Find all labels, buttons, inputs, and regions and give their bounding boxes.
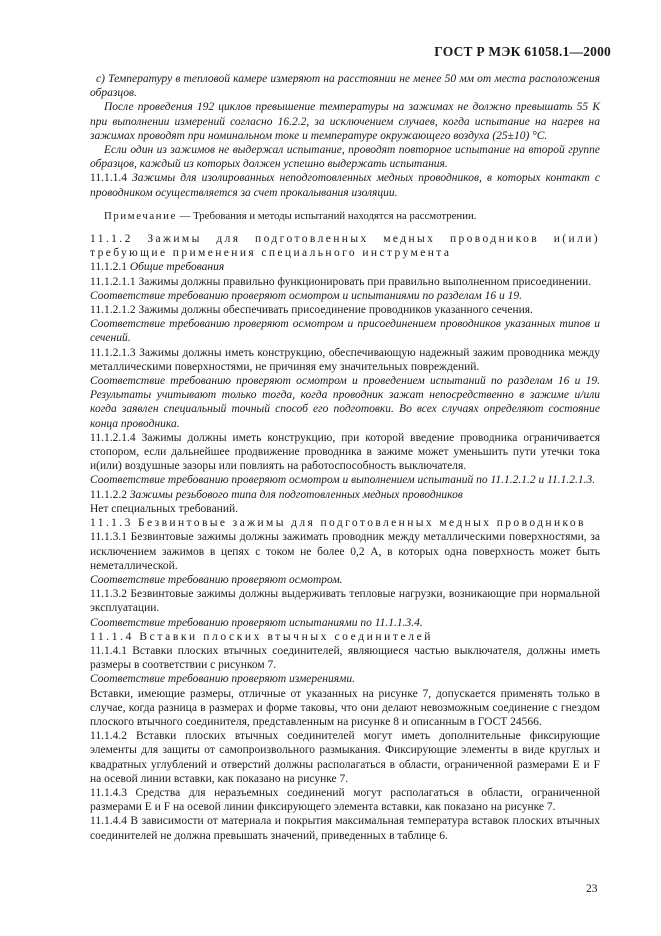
page-number: 23 (586, 883, 598, 895)
paragraph: 11.1.4.2 Вставки плоских втычных соединителей могут иметь дополнительные фиксирующие элементы для защиты от самопроизвольного размыкания. Фиксирующие элементы в виде круглых и квадратных углублений и отверстий должны располагаться в области, ограниченной размерами E и F на осевой линии вставки, как показано на рисунке 7. (90, 730, 600, 785)
paragraph: Соответствие требованию проверяют осмотром и испытаниями по разделам 16 и 19. (90, 289, 522, 302)
paragraph: 11.1.4.4 В зависимости от материала и покрытия максимальная температура вставок плоских втычных соединителей не должна превышать значений, приведенных в таблице 6. (90, 815, 600, 842)
note (90, 209, 600, 223)
paragraph: Если один из зажимов не выдержал испытание, проводят повторное испытание на второй группе образцов, каждый из которых должен успешно выдержать испытания. (90, 144, 600, 171)
clause-text: Зажимы для изолированных неподготовленных медных проводников, в которых контакт с проводником осуществляется за счет прокалывания изоляции. (90, 172, 600, 199)
paragraph: Соответствие требованию проверяют осмотром и выполнением испытаний по 11.1.2.1.2 и 11.1.2.1.3. (90, 474, 596, 487)
paragraph-11-1-2-2 (90, 488, 600, 502)
paragraph-11-1-2-1 (90, 260, 600, 274)
paragraph: 11.1.2.1.3 Зажимы должны иметь конструкцию, обеспечивающую надежный зажим проводника между металлическими поверхностями, не причиняя ему значительных повреждений. (90, 346, 600, 373)
clause-number: 11.1.2.1 (90, 261, 130, 274)
clause-text: Зажимы резьбового типа для подготовленных медных проводников (129, 488, 463, 501)
paragraph: Нет специальных требований. (90, 502, 239, 515)
standard-header: ГОСТ Р МЭК 61058.1—2000 (434, 44, 611, 59)
section-heading: 11.1.2 Зажимы для подготовленных медных проводников и(или) требующие применения специального инструмента (90, 233, 600, 260)
paragraph: 11.1.3.2 Безвинтовые зажимы должны выдерживать тепловые нагрузки, возникающие при нормальной эксплуатации. (90, 588, 600, 615)
paragraph: c) Температуру в тепловой камере измеряют на расстоянии не менее 50 мм от места расположения образцов. (90, 73, 600, 100)
paragraph: Соответствие требованию проверяют измерениями. (90, 673, 356, 686)
paragraph: 11.1.2.1.2 Зажимы должны обеспечивать присоединение проводников указанного сечения. (90, 304, 533, 317)
note-text: — Требования и методы испытаний находятся на рассмотрении. (176, 209, 477, 222)
section-heading: 11.1.3 Безвинтовые зажимы для подготовленных медных проводников (90, 517, 586, 530)
note-label: Примечание (104, 209, 177, 222)
clause-number: 11.1.1.4 (90, 172, 133, 185)
paragraph: Вставки, имеющие размеры, отличные от указанных на рисунке 7, допускается применять только в случае, когда разница в размерах и форме таковы, что они делают невозможным соединение с гнездом плоского втычного соединителя, представленным на рисунке 8 и описанным в ГОСТ 24566. (90, 687, 600, 728)
paragraph: Соответствие требованию проверяют осмотром и проведением испытаний по разделам 16 и 19. Результаты учитывают только тогда, когда проводник зажат непосредственно в зажиме и/или когда заявлен специальный точный способ его подготовки. Во всех случаях определяют состояние конца проводника. (90, 375, 600, 430)
paragraph: Соответствие требованию проверяют осмотром. (90, 573, 343, 586)
paragraph: 11.1.4.3 Средства для неразъемных соединений могут располагаться в области, ограниченной размерами E и F на осевой линии фиксирующего элемента вставки, как показано на рисунке 7. (90, 786, 600, 814)
document-body (90, 72, 600, 843)
paragraph: 11.1.2.1.4 Зажимы должны иметь конструкцию, при которой введение проводника ограничивается стопором, если дальнейшее продвижение проводника в зажиме может уменьшить пути утечки тока и(или) воздушные зазоры или повлиять на работоспособность выключателя. (90, 431, 600, 473)
paragraph: 11.1.2.1.1 Зажимы должны правильно функционировать при правильно выполненном присоединении. (90, 275, 592, 288)
section-heading: 11.1.4 Вставки плоских втычных соединителей (90, 630, 434, 643)
paragraph: 11.1.4.1 Вставки плоских втычных соединителей, являющиеся частью выключателя, должны иметь размеры в соответствии с рисунком 7. (90, 644, 600, 672)
paragraph-11-1-1-4 (90, 171, 600, 199)
clause-text: Общие требования (129, 261, 225, 274)
clause-number: 11.1.2.2 (90, 488, 130, 501)
paragraph: Соответствие требованию проверяют осмотром и присоединением проводников указанных типов и сечений. (90, 318, 600, 345)
paragraph: Соответствие требованию проверяют испытаниями по 11.1.1.3.4. (90, 616, 423, 629)
paragraph: После проведения 192 циклов превышение температуры на зажимах не должно превышать 55 К при выполнении измерений согласно 16.2.2, за исключением случаев, когда испытание на нагрев на зажимах проводят при номинальном токе и температуре окружающего воздуха (25±10) °С. (90, 101, 600, 142)
paragraph: 11.1.3.1 Безвинтовые зажимы должны зажимать проводник между металлическими поверхностями, за исключением зажимов в цепях с током не более 0,2 А, в которых одна поверхность может быть неметаллической. (90, 531, 600, 572)
